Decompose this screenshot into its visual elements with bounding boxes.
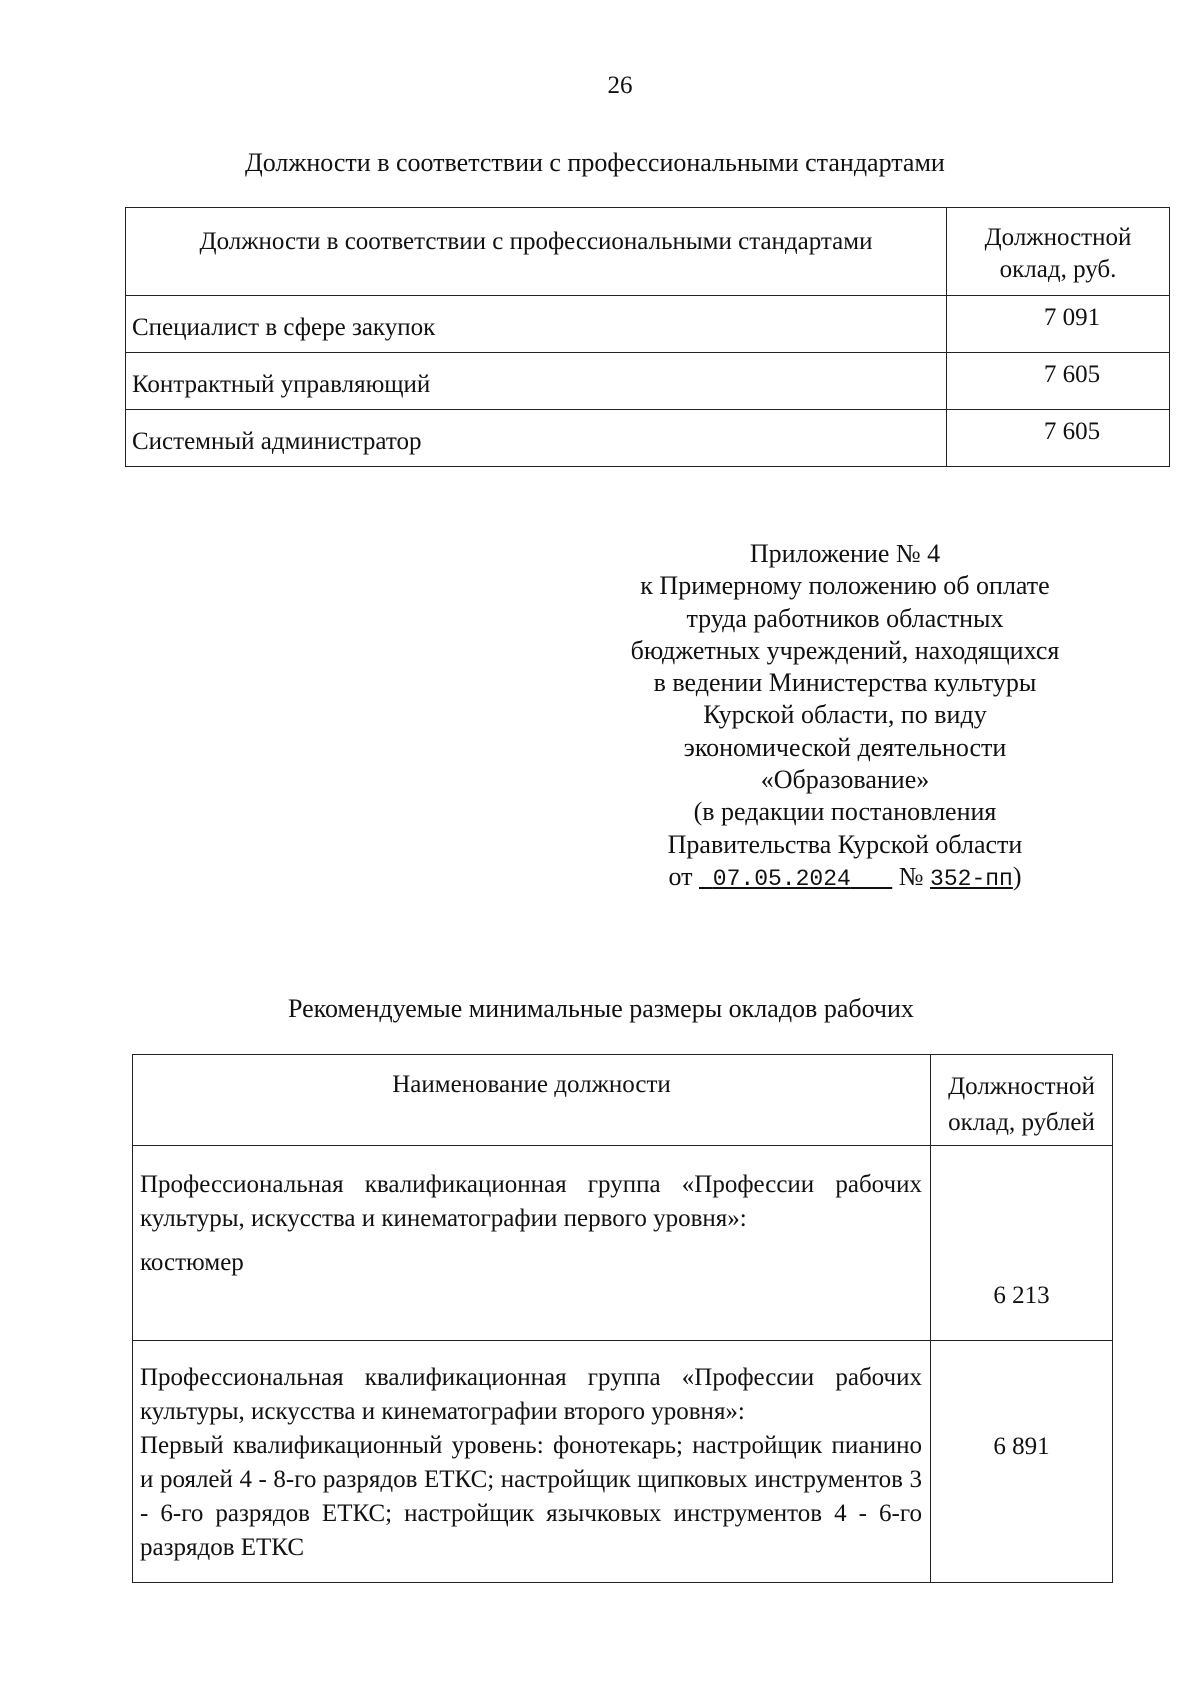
- position-cell: [133, 1341, 931, 1583]
- salary-header-line2: оклад, руб.: [999, 256, 1117, 283]
- table-header-row: [126, 208, 1170, 296]
- table-header-row: [133, 1055, 1113, 1146]
- salary-cell: 7 605: [947, 410, 1170, 467]
- section-title-professional-standards: Должности в соответствии с профессиональными стандартами: [245, 148, 945, 177]
- salary-cell: 7 605: [947, 353, 1170, 410]
- appendix-line: труда работников областных: [686, 603, 1004, 633]
- section-title-worker-salaries: Рекомендуемые минимальные размеры окладов рабочих: [288, 994, 914, 1023]
- position-column-header: Наименование должности: [133, 1055, 931, 1146]
- position-detail-text: костюмер: [140, 1249, 244, 1276]
- worker-salary-table: [132, 1054, 1113, 1583]
- date-prefix: от: [668, 861, 693, 891]
- closing-paren: ): [1012, 861, 1022, 891]
- table-row: [133, 1146, 1113, 1341]
- salary-header-line2: оклад, рублей: [948, 1109, 1095, 1136]
- resolution-date: 07.05.2024: [712, 865, 851, 892]
- appendix-line: (в редакции постановления: [693, 797, 997, 827]
- salary-column-header: [947, 208, 1170, 296]
- salary-column-header: [931, 1055, 1113, 1146]
- appendix-line: к Примерному положению об оплате: [640, 571, 1050, 601]
- page-number: 26: [607, 72, 633, 99]
- qualification-group-text: Профессиональная квалификационная группа «Профессии рабочих культуры, искусства и кинематографии первого уровня»:: [140, 1171, 922, 1232]
- resolution-number: 352-пп: [930, 865, 1013, 892]
- appendix-line: экономической деятельности: [683, 732, 1007, 762]
- position-cell: [133, 1146, 931, 1341]
- table-row: [126, 410, 1170, 467]
- table-row: [126, 353, 1170, 410]
- salary-cell: 7 091: [947, 296, 1170, 353]
- qualification-group-text: Профессиональная квалификационная группа «Профессии рабочих культуры, искусства и кинематографии второго уровня»:: [140, 1364, 922, 1425]
- number-prefix: №: [898, 861, 924, 891]
- appendix-header-block: [585, 538, 1105, 895]
- table-row: [133, 1341, 1113, 1583]
- salary-cell: 6 213: [931, 1146, 1113, 1341]
- position-column-header: Должности в соответствии с профессиональными стандартами: [126, 208, 947, 296]
- position-cell: Специалист в сфере закупок: [126, 296, 947, 353]
- position-cell: Контрактный управляющий: [126, 353, 947, 410]
- salary-cell: 6 891: [931, 1341, 1113, 1583]
- table-row: [126, 296, 1170, 353]
- appendix-line: в ведении Министерства культуры: [653, 668, 1037, 698]
- position-cell: Системный администратор: [126, 410, 947, 467]
- salary-header-line1: Должностной: [984, 224, 1132, 251]
- appendix-line: Курской области, по виду: [703, 700, 987, 730]
- appendix-line: бюджетных учреждений, находящихся: [630, 635, 1060, 665]
- salary-header-line1: Должностной: [948, 1073, 1095, 1100]
- resolution-date-line: [585, 861, 1105, 895]
- appendix-line: Правительства Курской области: [667, 829, 1023, 859]
- appendix-line: «Образование»: [760, 765, 930, 795]
- position-detail-text: Первый квалификационный уровень: фонотекарь; настройщик пианино и роялей 4 - 8-го разрядов ЕТКС; настройщик щипковых инструментов 3 - 6-го разрядов ЕТКС; настройщик язычковых инструментов 4 - 6-го разрядов ЕТКС: [140, 1432, 922, 1561]
- professional-standards-salary-table: [125, 207, 1170, 467]
- appendix-line: Приложение № 4: [749, 539, 941, 568]
